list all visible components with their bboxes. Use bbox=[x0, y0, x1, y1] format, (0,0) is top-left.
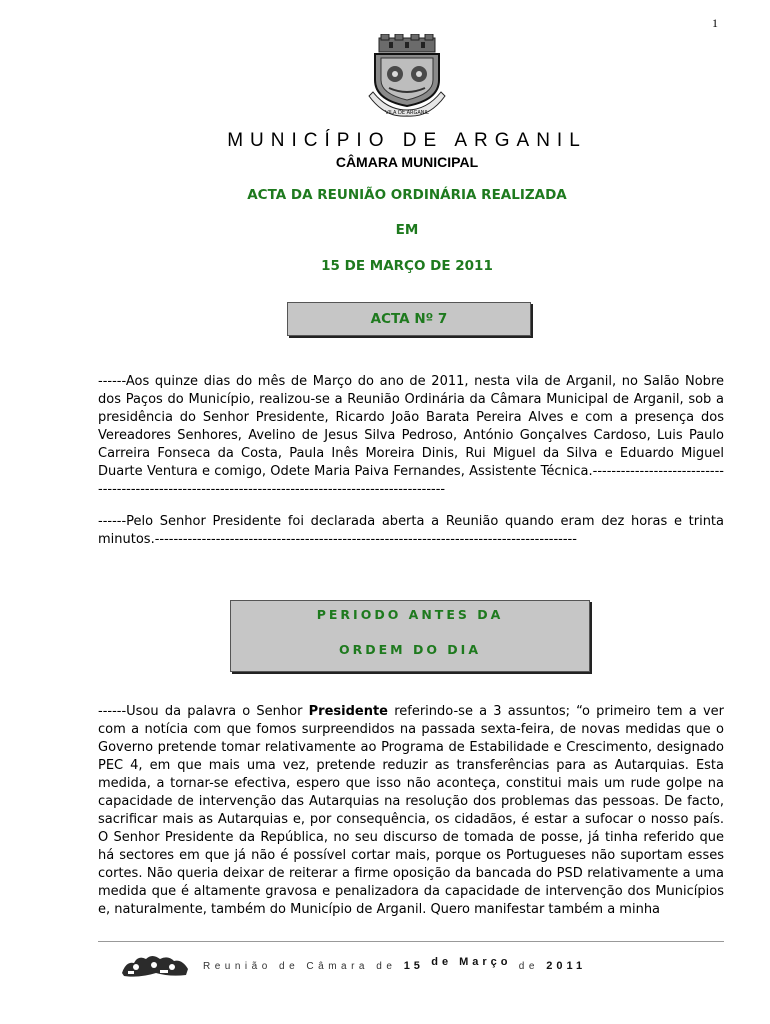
opening-text: ------Aos quinze dias do mês de Março do ano de 2011, nesta vila de Arganil, no Salão Nobre dos Paços do Município, realizou-se a Reunião Ordinária da Câmara Municipal de Arganil, sob a presidência do Senhor Presidente, Ricardo João Barata Pereira Alves e com a presença dos Vereadores Senhores, Avelino de Jesus Silva Pedroso, António Gonçalves Cardoso, Luis Paulo Carreira Fonseca da Costa, Paula Inês Moreira Dinis, Rui Miguel da Silva e Eduardo Miguel Duarte Ventura e comigo, Odete Maria Paiva Fernandes, Assistente Técnica. bbox=[98, 374, 724, 479]
section-heading-line1: PERIODO ANTES DA bbox=[316, 607, 504, 622]
opening-paragraph bbox=[98, 373, 724, 499]
opening-dashes: ------------------------------------------------------------------------------------------------------ bbox=[98, 464, 724, 497]
footer-divider bbox=[98, 941, 724, 942]
footer-year: 2011 bbox=[546, 960, 587, 972]
municipal-crest-logo bbox=[365, 34, 449, 118]
acta-number-box bbox=[287, 302, 531, 336]
footer-suffix: de bbox=[518, 961, 539, 972]
speech-speaker: Presidente bbox=[308, 704, 388, 719]
minutes-date: 15 DE MARÇO DE 2011 bbox=[321, 258, 493, 274]
footer-logo-icon bbox=[120, 951, 190, 979]
session-open-text: ------Pelo Senhor Presidente foi declarada aberta a Reunião quando eram dez horas e trinta minutos. bbox=[98, 514, 724, 547]
crest-motto: VILA DE ARGANIL bbox=[385, 110, 429, 116]
session-open-paragraph bbox=[98, 513, 724, 549]
minutes-title: ACTA DA REUNIÃO ORDINÁRIA REALIZADA bbox=[247, 187, 567, 203]
footer-meeting-reference bbox=[203, 956, 587, 972]
speech-intro: ------Usou da palavra o Senhor bbox=[98, 704, 309, 719]
page-number: 1 bbox=[712, 16, 718, 30]
chamber-subtitle: CÂMARA MUNICIPAL bbox=[335, 154, 479, 170]
acta-number: ACTA Nº 7 bbox=[370, 311, 448, 327]
municipality-title: MUNICÍPIO DE ARGANIL bbox=[227, 130, 587, 151]
footer-prefix: Reunião de Câmara de bbox=[203, 961, 397, 972]
session-open-dashes: ------------------------------------------------------------------------------------------ bbox=[154, 532, 577, 547]
section-heading-line2: ORDEM DO DIA bbox=[338, 642, 481, 657]
speech-text: referindo-se a 3 assuntos; “o primeiro tem a ver com a notícia com que fomos surpreendidos na passada sexta-feira, de novas medidas que o Governo pretende tomar relativamente ao Programa de Estabilidade e Crescimento, designado PEC 4, em que mais uma vez, pretende reduzir as transferências para as Autarquias. Esta medida, a tornar-se efectiva, espero que isso não aconteça, constitui mais um rude golpe na capacidade de intervenção das Autarquias na resolução dos problemas das pessoas. De facto, sacrificar mais as Autarquias e, por consequência, os cidadãos, é estar a sufocar o nosso país. O Senhor Presidente da República, no seu discurso de tomada de posse, já tinha referido que há sectores em que já não é possível cortar mais, porque os Portugueses não suportam esses cortes. Não queria deixar de reiterar a firme oposição da bancada do PSD relativamente a uma medida que é altamente gravosa e penalizadora da capacidade de intervenção dos Municípios e, naturalmente, também do Município de Arganil. Quero manifestar também a minha bbox=[98, 704, 724, 917]
footer-month: de Março bbox=[431, 956, 512, 968]
footer-day: 15 bbox=[403, 960, 424, 972]
president-speech-paragraph bbox=[98, 703, 724, 919]
section-heading-box bbox=[230, 600, 590, 672]
minutes-title-em: EM bbox=[395, 222, 419, 238]
